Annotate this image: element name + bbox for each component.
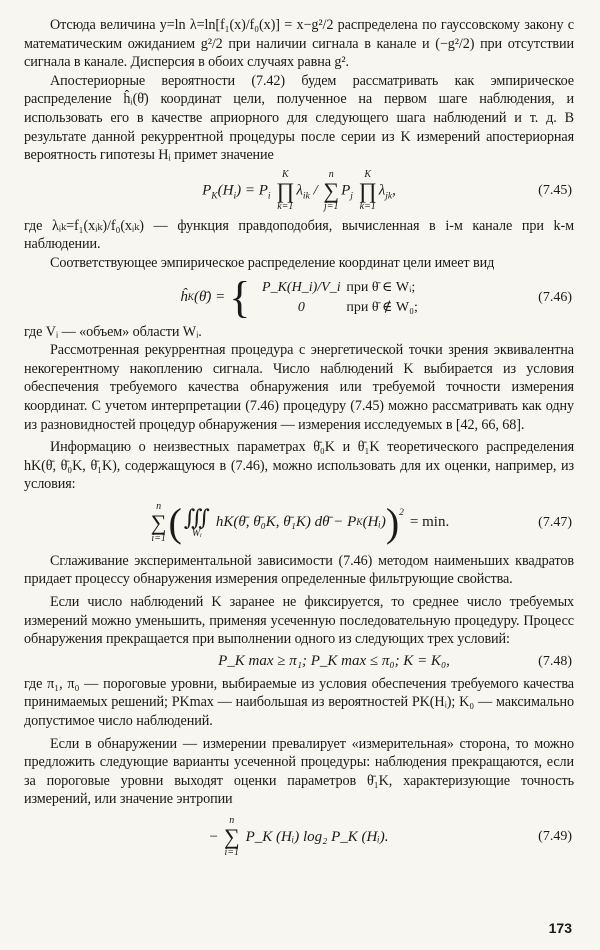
cases-block bbox=[256, 278, 418, 318]
eq749-minus: − bbox=[209, 828, 218, 845]
paragraph-10: где π₁, π₀ — пороговые уровни, выбираемые из условия обеспечения требуемого качества принимаемых решений; PKmax — наибольшая из вероятностей PK(Hᵢ); K₀ — максимально допустимое число наблюдений. bbox=[24, 675, 574, 730]
eq745-pj-sub: j bbox=[350, 191, 353, 202]
eq745-lhs-close: ) = P bbox=[236, 182, 268, 199]
eq745-lhs-sub: K bbox=[211, 191, 218, 202]
paragraph-3: где λᵢₖ=f₁(xᵢₖ)/f₀(xᵢₖ) — функция правдоподобия, вычисленная в i-м канале при k-м наблюдении. bbox=[24, 217, 574, 253]
eq745-sum: n ∑ j=1 bbox=[323, 168, 340, 212]
eq745-tail: , bbox=[392, 182, 396, 199]
paragraph-9: Если число наблюдений K заранее не фиксируется, то среднее число требуемых измерений можно уменьшить, применяя усеченную последовательную процедуру. Процесс обнаружения прекращается при выполнении одного из следующих трех условий: bbox=[24, 594, 574, 648]
eq747-body-arg: (Hᵢ) bbox=[362, 514, 386, 531]
eq747-triple-integral: ∭ Wᵢ bbox=[183, 504, 210, 539]
eq749-sum: n ∑ i=1 bbox=[223, 815, 240, 858]
eq747-body: hK(θ̄, θ̄₀K, θ̄₁K) dθ̄ − P bbox=[215, 514, 357, 531]
eq747-body-sub: K bbox=[356, 517, 363, 528]
eq746-lhs-sub: K bbox=[187, 292, 194, 303]
paragraph-4: Соответствующее эмпирическое распределение координат цели имеет вид bbox=[50, 254, 495, 271]
eq745-lambda-2-sub: jk bbox=[385, 191, 393, 202]
paragraph-11: Если в обнаружении — измерении превалирует «измерительная» сторона, то можно предложить следующие варианты усеченной процедуры: наблюдения прекращаются, если за пороговые уровни выходят оценки параметров θ̄₁K, характеризующие точность измерений, или значение энтропии bbox=[24, 735, 574, 808]
paragraph-8: Сглаживание экспериментальной зависимости (7.46) методом наименьших квадратов придает процессу обнаружения измерения определенные фильтрующие свойства. bbox=[24, 552, 574, 588]
case-1-value: P_K(H_i)/V_i bbox=[262, 279, 341, 295]
paragraph-6: Рассмотренная рекуррентная процедура с энергетической точки зрения эквивалентна некогерентному накоплению сигнала. Число наблюдений K выбирается из условия обеспечения требуемого качества обнаружения или требуемой точности измерения координат. С учетом интерпретации (7.46) процедуру (7.45) можно рассматривать как одну из разновидностей процедур обнаружения — измерения исследуемых в [42, 66, 68]. bbox=[24, 342, 574, 433]
eq745-lambda-2: λ bbox=[378, 182, 386, 199]
eq745-product-1: K ∏ k=1 bbox=[276, 168, 295, 212]
equation-7-47 bbox=[24, 494, 574, 552]
equation-number: (7.48) bbox=[538, 653, 572, 669]
right-paren: ) bbox=[385, 499, 400, 545]
eq749-body: P_K (Hᵢ) log₂ P_K (Hᵢ). bbox=[245, 828, 389, 845]
eq747-power: 2 bbox=[399, 507, 404, 518]
equation-number: (7.47) bbox=[538, 514, 572, 530]
paragraph-1: Отсюда величина y=ln λ=ln[f₁(x)/f₀(x)] = x−g²/2 распределена по гауссовскому закону с математическим ожиданием g²/2 при наличии сигнала в канале и (−g²/2) при отсутствии сигнала в канале. Дисперсия в обоих случаях равна g². bbox=[24, 17, 574, 71]
paragraph-7: Информацию о неизвестных параметрах θ̄₀K и θ̄₁K теоретического распределения hK(θ̄, θ̄₀K, θ̄₁K), содержащуюся в (7.46), можно использовать для их оценки, например, из условия: bbox=[24, 439, 574, 493]
equation-7-45 bbox=[24, 165, 574, 217]
equation-number: (7.46) bbox=[538, 289, 572, 305]
equation-7-49 bbox=[24, 809, 574, 865]
eq745-slash: / bbox=[309, 182, 322, 199]
eq745-lambda-1-sub: ik bbox=[302, 191, 310, 202]
eq745-product-2: K ∏ k=1 bbox=[358, 168, 377, 212]
equation-7-46 bbox=[24, 273, 574, 323]
eq745-p-sub: i bbox=[267, 191, 271, 202]
paragraph-2: Апостериорные вероятности (7.42) будем рассматривать как эмпирическое распределение ĥᵢ(θ̄) координат цели, полученное на первом шаге наблюдения, и использовать его в качестве априорного для следующего шага наблюдений и т. д. В результате данной рекуррентной процедуры после серии из K измерений апостериорная вероятность гипотезы Hᵢ примет значение bbox=[24, 72, 574, 164]
eq747-rhs: = min. bbox=[409, 514, 450, 531]
equation-number: (7.45) bbox=[538, 182, 572, 198]
paragraph-5: где Vᵢ — «объем» области Wᵢ. bbox=[24, 323, 202, 340]
equation-7-48 bbox=[24, 649, 574, 675]
case-1-condition: при θ̄ ∈ Wᵢ; bbox=[346, 279, 416, 295]
eq745-lhs: P bbox=[202, 182, 212, 199]
case-2-value: 0 bbox=[297, 299, 305, 315]
left-paren: ( bbox=[168, 499, 182, 545]
eq745-pj: P bbox=[341, 182, 351, 199]
cases-brace: { bbox=[229, 272, 251, 322]
eq746-lhs-arg: (θ̄) = bbox=[193, 289, 226, 306]
eq745-lhs-arg-sub: i bbox=[233, 191, 237, 202]
page-number: 173 bbox=[548, 920, 572, 936]
eq745-lambda-1: λ bbox=[296, 182, 303, 199]
eq746-lhs: ĥ bbox=[180, 289, 188, 306]
equation-number: (7.49) bbox=[538, 829, 572, 844]
eq745-lhs-arg: (H bbox=[217, 182, 234, 199]
case-2-condition: при θ̄ ∉ W₀; bbox=[346, 299, 418, 315]
eq747-sum: n ∑ i=1 bbox=[150, 500, 167, 544]
eq748-text: P_K max ≥ π₁; P_K max ≤ π₀; K = K₀, bbox=[218, 653, 450, 670]
